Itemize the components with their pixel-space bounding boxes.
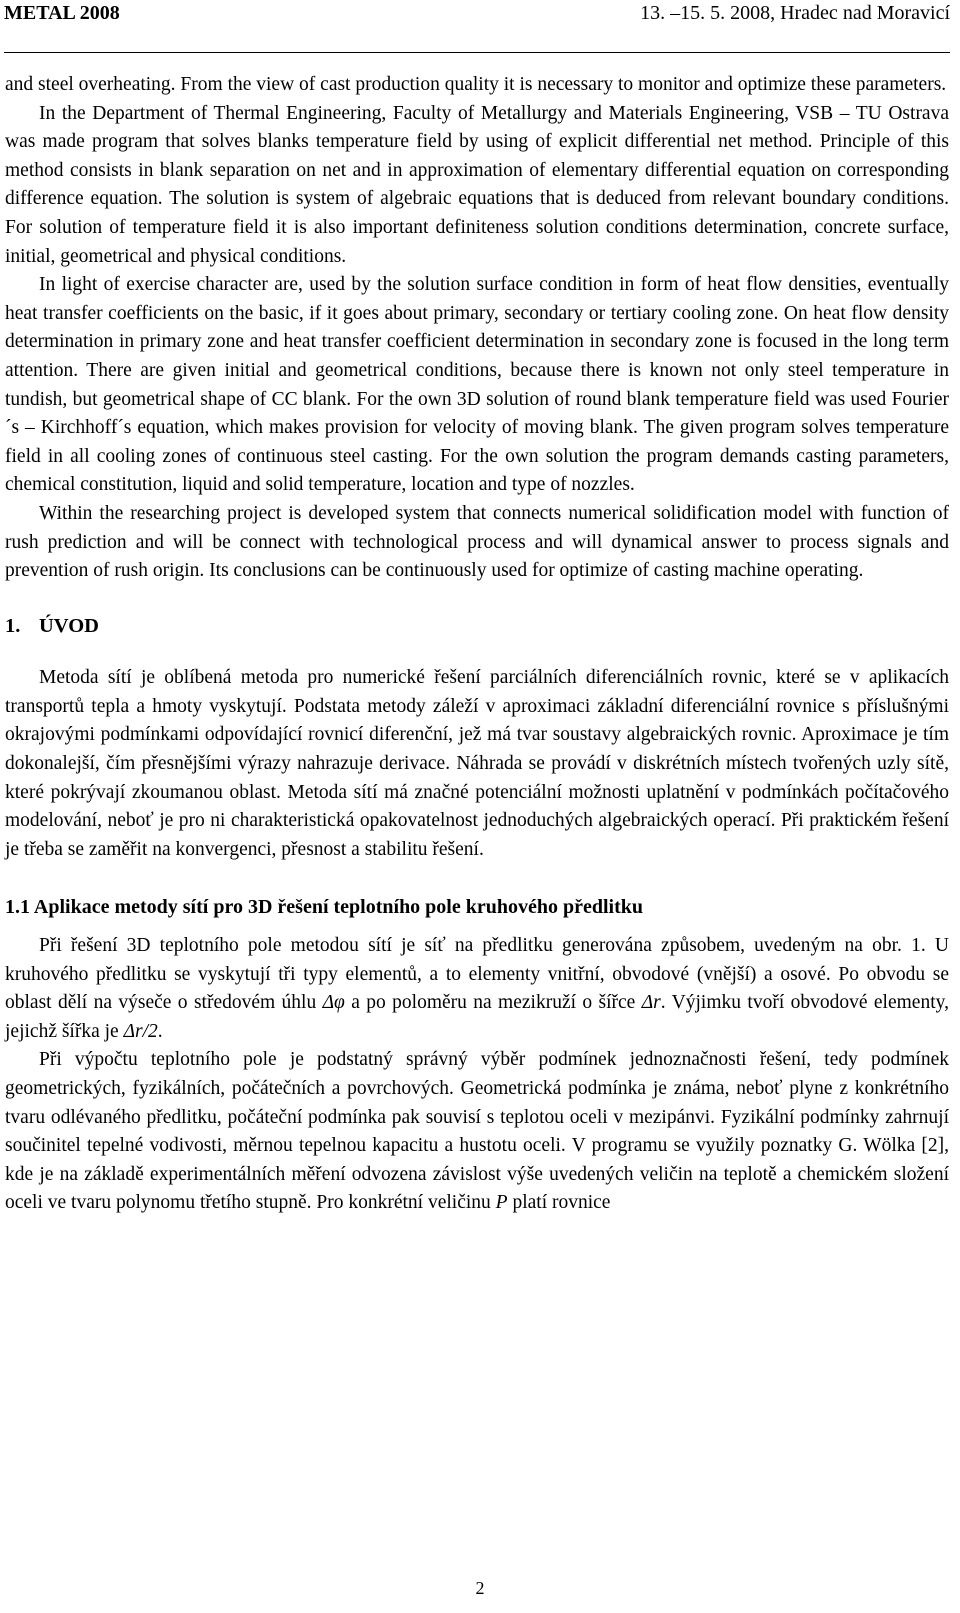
section-number: 1. — [5, 614, 21, 637]
conference-name: METAL 2008 — [4, 2, 120, 24]
abstract-paragraph: In light of exercise character are, used by the solution surface condition in form of heat flow densities, eventually heat transfer coefficients on the basic, if it goes about primary, secondary or tertiary cooling zone. On heat flow density determination in primary zone and heat transfer coefficient determination in secondary zone is focused in the long term attention. There are given initial and geometrical conditions, because there is known not only steel temperature in tundish, but geometrical shape of CC blank. For the own 3D solution of round blank temperature field was used Fourier´s – Kirchhoff´s equation, which makes provision for velocity of moving blank. The given program solves temperature field in all cooling zones of continuous steel casting. For the own solution the program demands casting parameters, chemical constitution, liquid and solid temperature, location and type of nozzles. — [5, 274, 949, 496]
subsection-heading: 1.1 Aplikace metody sítí pro 3D řešení teplotního pole kruhového předlitku — [5, 896, 644, 919]
subsection-paragraph: Při výpočtu teplotního pole je podstatný správný výběr podmínek jednoznačnosti řešení, tedy podmínek geometrických, fyzikálních, počátečních a povrchových. Geometrická podmínka je známa, neboť plyne z konkrétního tvaru odlévaného předlitku, počáteční podmínka pak souvisí s teplotou oceli v mezipánvi. Fyzikální podmínky zahrnují součinitel tepelné vodivosti, měrnou tepelnou kapacitu a hustotu oceli. V programu se využily poznatky G. Wölka [2], kde je na základě experimentálních měření odvozena závislost výše uvedených veličin na teplotě a chemickém složení oceli ve tvaru polynomu třetího stupně. Pro konkrétní veličinu P platí rovnice — [5, 1049, 949, 1214]
abstract-paragraph: In the Department of Thermal Engineering, Faculty of Metallurgy and Materials Engineering, VSB – TU Ostrava was made program that solves blanks temperature field by using of explicit differential net method. Principle of this method consists in blank separation on net and in approximation of elementary differential equation on corresponding difference equation. The solution is system of algebraic equations that is deduced from relevant boundary conditions. For solution of temperature field it is also important definiteness solution conditions determination, concrete surface, initial, geometrical and physical conditions. — [5, 102, 949, 267]
subsection-paragraph: Při řešení 3D teplotního pole metodou sítí je síť na předlitku generována způsobem, uvedeným na obr. 1. U kruhového předlitku se vyskytují tři typy elementů, a to elementy vnitřní, obvodové (vnější) a osové. Po obvodu se oblast dělí na výseče o středovém úhlu Δφ a po poloměru na mezikruží o šířce Δr. Výjimku tvoří obvodové elementy, jejichž šířka je Δr/2. — [5, 935, 949, 1042]
delta-r-symbol: Δr — [641, 992, 661, 1014]
page-header — [4, 2, 950, 53]
variable-p-symbol: P — [495, 1192, 508, 1214]
abstract-paragraph: and steel overheating. From the view of cast production quality it is necessary to monitor and optimize these parameters. — [5, 74, 947, 95]
section-title: ÚVOD — [39, 614, 99, 637]
abstract-paragraph: Within the researching project is developed system that connects numerical solidification model with function of rush prediction and will be connect with technological process and will dynamical answer to process signals and prevention of rush origin. Its conclusions can be continuously used for optimize of casting machine operating. — [5, 502, 949, 582]
conference-date-location: 13. –15. 5. 2008, Hradec nad Moravicí — [640, 2, 950, 24]
page-number: 2 — [475, 1578, 485, 1598]
delta-phi-symbol: Δφ — [322, 992, 345, 1014]
page-content — [5, 71, 949, 1218]
section-heading — [5, 612, 949, 641]
section-paragraph: Metoda sítí je oblíbená metoda pro numerické řešení parciálních diferenciálních rovnic, které se v aplikacích transportů tepla a hmoty vyskytují. Podstata metody záleží v aproximaci základní diferenciální rovnice s příslušnými okrajovými podmínkami odpovídající rovnicí diferenční, jež má tvar soustavy algebraických rovnic. Aproximace je tím dokonalejší, čím přesnějšími výrazy nahrazuje derivace. Náhrada se provádí v diskrétních místech tvořených uzly sítě, které pokrývají zkoumanou oblast. Metoda sítí má značné potenciální možnosti uplatnění v podmínkách počítačového modelování, neboť je pro ni charakteristická opakovatelnost jednoduchých algebraických operací. Při praktickém řešení je třeba se zaměřit na konvergenci, přesnost a stabilitu řešení. — [5, 667, 949, 860]
delta-r-half-symbol: Δr/2 — [123, 1020, 158, 1042]
